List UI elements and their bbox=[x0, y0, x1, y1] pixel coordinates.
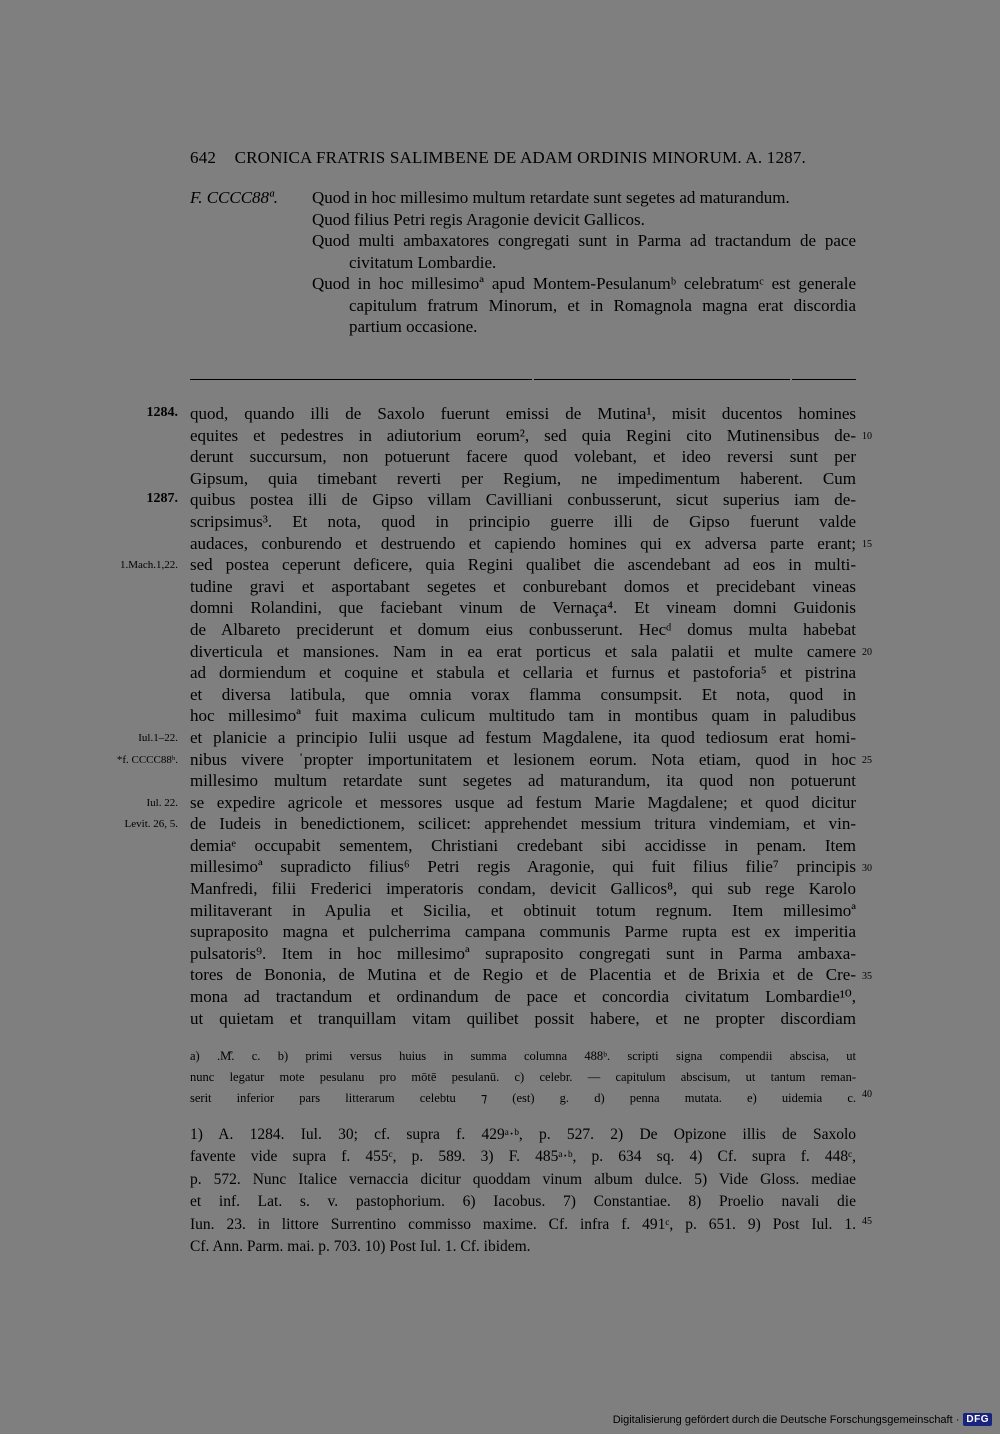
text-line: demiaᵉ occupabit sementem, Christiani credebant sibi accidisse in penam. Item bbox=[190, 835, 856, 855]
text-line: tores de Bononia, de Mutina et de Regio et de Placentia et de Brixia et de Cre- bbox=[190, 965, 856, 985]
text-line: de Albareto preciderunt et domum eius conbusserunt. Hecᵈ domus multa habebat bbox=[190, 619, 856, 639]
text-line: nibus vivere ˈpropter importunitatem et lesionem eorum. Nota etiam, quod in hoc bbox=[190, 749, 856, 769]
line-number: 15 bbox=[862, 538, 872, 550]
divider-rule bbox=[190, 379, 532, 380]
line-number: 35 bbox=[862, 970, 872, 982]
dfg-logo: DFG bbox=[963, 1413, 992, 1426]
margin-note: 1.Mach.1,22. bbox=[119, 559, 178, 572]
text-line: ad dormiendum et coquine et stabula et cellaria et furnus et pastoforia⁵ et pistrina bbox=[190, 663, 856, 683]
margin-note: Levit. 26, 5. bbox=[124, 818, 178, 831]
summary-item: Quod in hoc millesimo multum retardate sunt segetes ad maturandum. bbox=[312, 188, 790, 207]
line-number: 20 bbox=[862, 646, 872, 658]
text-line: mona ad tractandum et ordinandum de pace et concordia civitatum Lombardie¹⁰, bbox=[190, 987, 856, 1007]
margin-note: *f. CCCC88ᵇ. bbox=[116, 753, 178, 766]
summary-item: Quod in hoc millesimoª apud Montem-Pesulanumᵇ celebratumᶜ est generale capitulum fratrum Minorum, et in Romagnola magna erat discordia partium occasione. bbox=[312, 274, 856, 336]
apparatus-line: a) .M̊. c. b) primi versus huius in summa columna 488ᵇ. scripti signa compendii abscisa, ut bbox=[190, 1049, 856, 1063]
text-line: tudine gravi et asportabant segetes et conburebant domos et precidebant vineas bbox=[190, 576, 856, 596]
text-line: de Iudeis in benedictionem, scilicet: apprehendet messium tritura vindemiam, et vin- bbox=[190, 814, 856, 834]
line-number: 40 bbox=[862, 1089, 872, 1100]
text-line: scripsimus³. Et nota, quod in principio guerre illi de Gipso fuerunt valde bbox=[190, 511, 856, 531]
margin-note: 1287. bbox=[146, 491, 178, 507]
folio-reference: F. CCCC88ª. bbox=[190, 188, 278, 207]
footer-text: Digitalisierung gefördert durch die Deutsche Forschungsgemeinschaft · bbox=[612, 1413, 960, 1426]
text-line: audaces, conburendo et destruendo et capiendo homines qui ex adversa parte erant; bbox=[190, 533, 856, 553]
text-line: sed postea ceperunt deficere, quia Regini qualibet die ascendebant ad eos in multi- bbox=[190, 555, 856, 575]
chapter-summary bbox=[190, 187, 856, 338]
footnotes bbox=[190, 1124, 856, 1258]
text-line: et diversa latibula, que omnia vorax flamma consumpsit. Et nota, quod in bbox=[190, 684, 856, 704]
text-line: quod, quando illi de Saxolo fuerunt emissi de Mutina¹, misit ducentos homines bbox=[190, 404, 856, 423]
margin-note: 1284. bbox=[146, 405, 178, 420]
summary-item: Quod multi ambaxatores congregati sunt in Parma ad tractandum de pace civitatum Lombardie. bbox=[312, 231, 856, 272]
divider-rule bbox=[534, 379, 790, 380]
page-number: 642 bbox=[190, 148, 217, 167]
text-line: hoc millesimoª fuit maxima culicum multitudo tam in montibus quam in paludibus bbox=[190, 706, 856, 726]
text-line: se expedire agricole et messores usque ad festum Marie Magdalene; et quod dicitur bbox=[190, 792, 856, 812]
footnote-line: 1) A. 1284. Iul. 30; cf. supra f. 429ᵃ·ᵇ, p. 527. 2) De Opizone illis de Saxolo bbox=[190, 1126, 856, 1143]
critical-apparatus bbox=[190, 1046, 856, 1109]
text-line: millesimo multum retardate sunt segetes ad maturandum, ita quod non potuerunt bbox=[190, 771, 856, 791]
line-number: 45 bbox=[862, 1216, 872, 1227]
apparatus-line: nunc legatur mote pesulanu pro mōtē pesulanū. c) celebr. — capitulum abscisum, ut tantum reman- bbox=[190, 1070, 856, 1084]
footnote-line: favente vide supra f. 455ᶜ, p. 589. 3) F. 485ᵃ·ᵇ, p. 634 sq. 4) Cf. supra f. 448ᶜ, bbox=[190, 1148, 856, 1166]
summary-item: Quod filius Petri regis Aragonie devicit Gallicos. bbox=[312, 209, 645, 229]
footnote-line: Cf. Ann. Parm. mai. p. 703. 10) Post Iul. 1. Cf. ibidem. bbox=[190, 1238, 531, 1256]
margin-note: Iul.1–22. bbox=[138, 732, 178, 744]
text-line: equites et pedestres in adiutorium eorum², sed quia Regini cito Mutinensibus de- bbox=[190, 425, 856, 445]
footer-credit bbox=[613, 1413, 992, 1426]
text-line: ut quietam et tranquillam vitam quilibet possit habere, et ne propter discordiam bbox=[190, 1008, 856, 1028]
text-line: supraposito magna et pulcherrima campana communis Parme rupta est ex imperitia bbox=[190, 922, 856, 942]
apparatus-line: serit inferior pars litterarum celebtu ⁊ (est) g. d) penna mutata. e) uidemia c. bbox=[190, 1091, 856, 1105]
text-line: militaverant in Apulia et Sicilia, et obtinuit totum regnum. Item millesimoª bbox=[190, 900, 856, 920]
margin-note: Iul. 22. bbox=[146, 796, 178, 809]
text-line: domni Rolandini, que faciebant vinum de Vernaça⁴. Et vineam domni Guidonis bbox=[190, 598, 856, 618]
line-number: 30 bbox=[862, 862, 872, 874]
footnote-line: p. 572. Nunc Italice vernaccia dicitur quoddam vinum album dulce. 5) Vide Gloss. mediae bbox=[190, 1170, 856, 1188]
text-line: millesimoª supradicto filius⁶ Petri regis Aragonie, qui fuit filius filie⁷ principis bbox=[190, 857, 856, 877]
footnote-line: Iun. 23. in littore Surrentino commisso maxime. Cf. infra f. 491ᶜ, p. 651. 9) Post Iul. 1. bbox=[190, 1215, 856, 1233]
text-line: Manfredi, filii Frederici imperatoris condam, devicit Gallicos⁸, qui sub rege Karolo bbox=[190, 879, 856, 899]
text-line: Gipsum, quia timebant reverti per Regium, ne impedimentum haberent. Cum bbox=[190, 468, 856, 488]
divider-rule bbox=[792, 379, 856, 380]
line-number: 10 bbox=[862, 430, 872, 442]
text-line: diverticula et mansiones. Nam in ea erat porticus et sala palatii et multe camere bbox=[190, 641, 856, 661]
text-line: et planicie a principio Iulii usque ad festum Magdalene, ita quod tediosum erat homi- bbox=[190, 727, 856, 747]
running-header bbox=[190, 148, 856, 168]
line-number: 25 bbox=[862, 754, 872, 766]
footnote-line: et inf. Lat. s. v. pastophorium. 6) Iacobus. 7) Constantiae. 8) Proelio navali die bbox=[190, 1193, 856, 1211]
text-line: quibus postea illi de Gipso villam Cavilliani conbusserunt, sicut superius iam de- bbox=[190, 490, 856, 510]
main-text bbox=[190, 403, 856, 1029]
text-line: pulsatoris⁹. Item in hoc millesimoª supraposito congregati sunt in Parma ambaxa- bbox=[190, 943, 856, 963]
text-line: derunt succursum, non potuerunt facere quod volebant, et ideo reversi sunt per bbox=[190, 447, 856, 467]
running-title: CRONICA FRATRIS SALIMBENE DE ADAM ORDINIS MINORUM. A. 1287. bbox=[234, 148, 807, 167]
